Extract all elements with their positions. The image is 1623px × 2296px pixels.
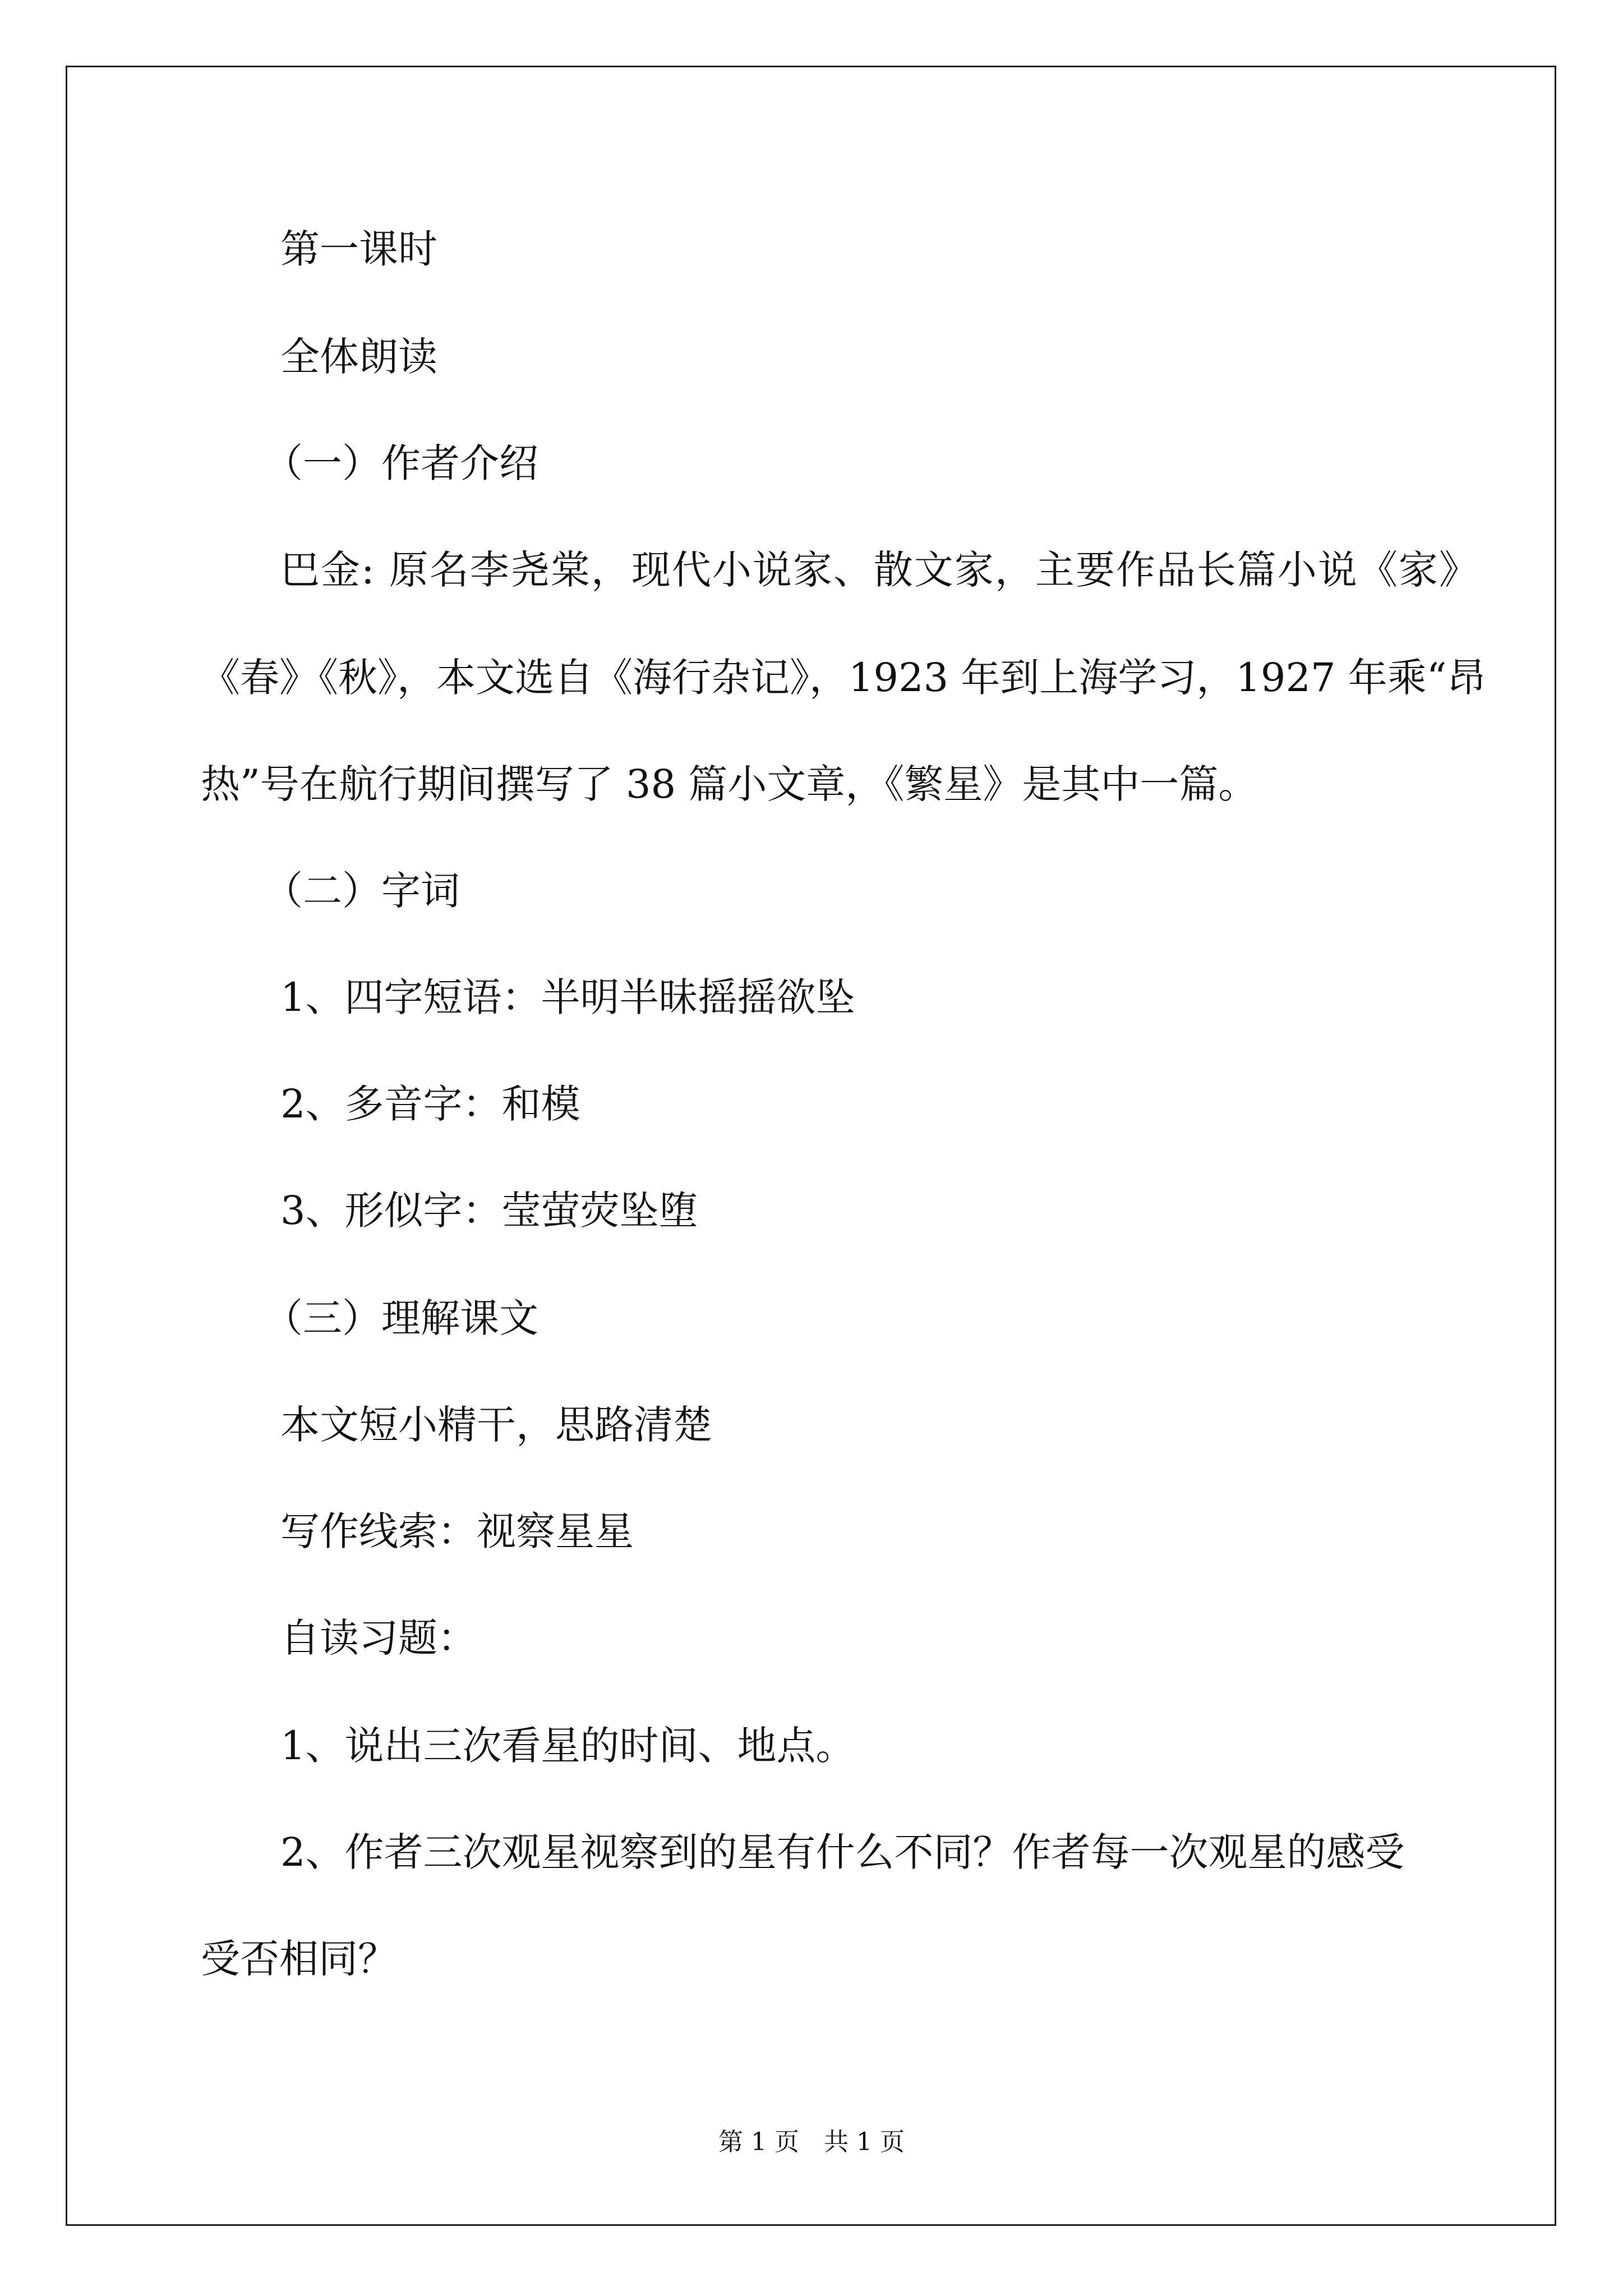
- list-item-similar-chars: 3、形似字：莹萤荧坠堕: [280, 1188, 698, 1234]
- page-border: [66, 66, 1556, 2226]
- paragraph-author-line-3: 热”号在航行期间撰写了 38 篇小文章，《繁星》是其中一篇。: [201, 761, 1258, 807]
- paragraph-self-study: 自读习题：: [280, 1615, 477, 1661]
- question-2-line-1: 2、作者三次观星视察到的星有什么不同？作者每一次观星的感受: [280, 1829, 1405, 1875]
- paragraph-author-line-2: 《春》《秋》，本文选自《海行杂记》，1923 年到上海学习，1927 年乘“昂: [201, 655, 1486, 701]
- paragraph-read-aloud: 全体朗读: [280, 334, 437, 380]
- paragraph-concise: 本文短小精干，思路清楚: [280, 1402, 712, 1448]
- question-1: 1、说出三次看星的时间、地点。: [280, 1723, 855, 1769]
- page-footer: 第 1 页 共 1 页: [718, 2128, 905, 2156]
- subheading-words: （二）字词: [264, 868, 460, 914]
- paragraph-writing-clue: 写作线索：视察星星: [280, 1508, 634, 1554]
- question-2-line-2: 受否相同？: [201, 1936, 397, 1982]
- list-item-four-char-phrases: 1、四字短语：半明半昧摇摇欲坠: [280, 974, 855, 1020]
- paragraph-author-line-1: 巴金: 原名李尧棠，现代小说家、散文家，主要作品长篇小说《家》: [280, 547, 1479, 593]
- subheading-understanding: （三）理解课文: [264, 1295, 538, 1341]
- subheading-author-intro: （一）作者介绍: [264, 440, 538, 486]
- section-heading-first-lesson: 第一课时: [280, 226, 437, 272]
- list-item-polyphones: 2、多音字：和模: [280, 1081, 580, 1127]
